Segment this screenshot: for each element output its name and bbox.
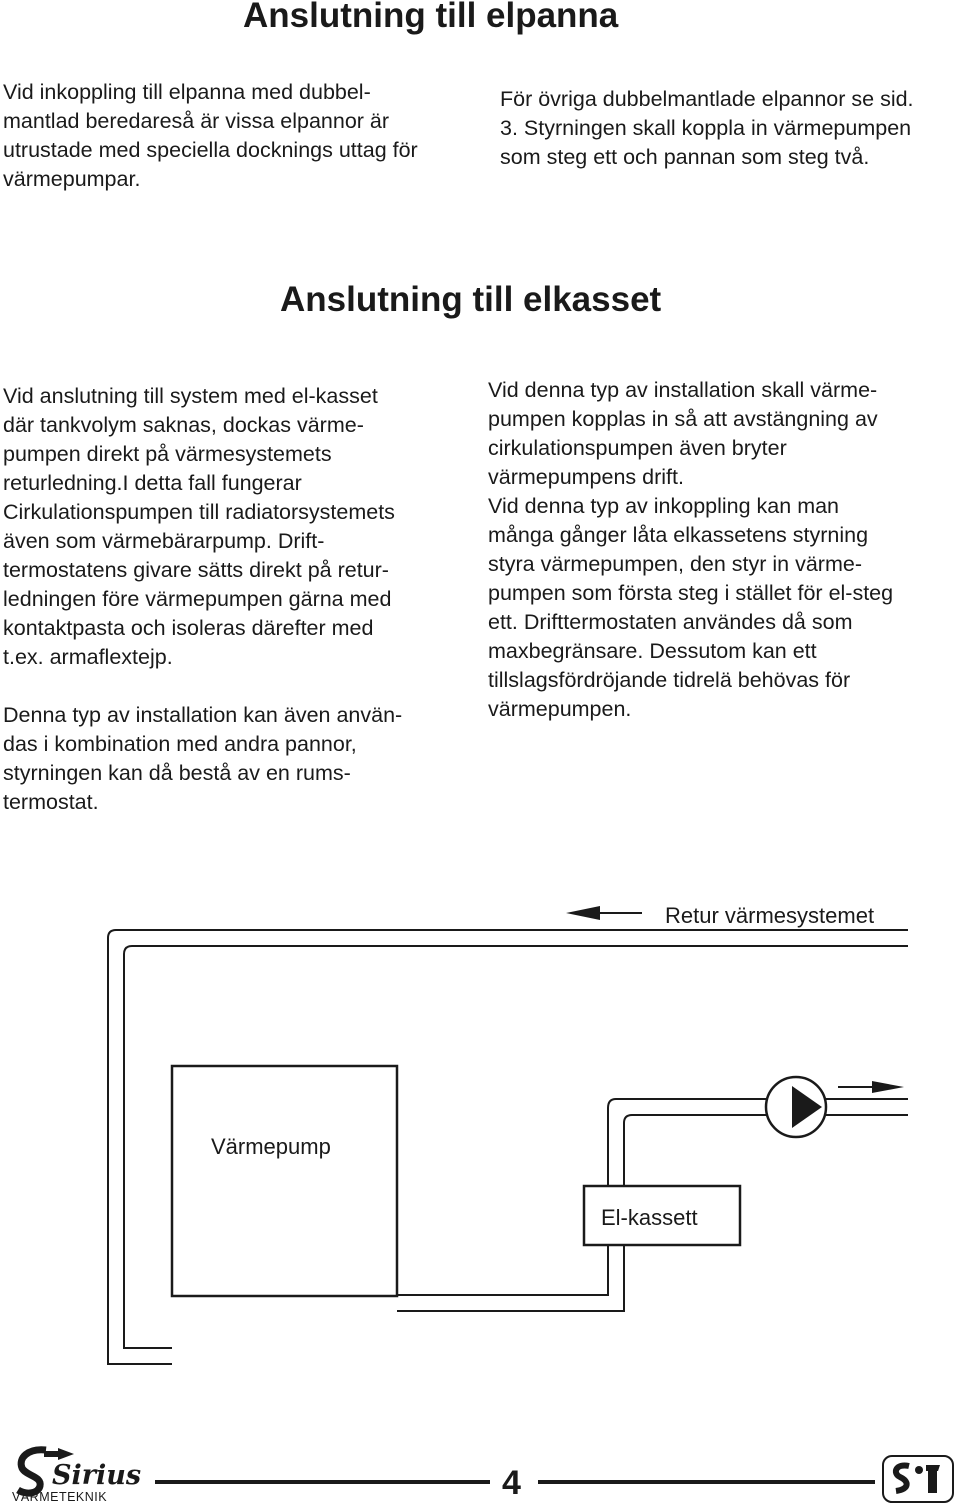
return-label: Retur värmesystemet [665,903,875,928]
circulation-pump-icon [766,1077,826,1137]
sirius-logo [12,1444,142,1504]
heatpump-box [172,1066,397,1296]
logo-name: Sirius [52,1460,142,1491]
elpanna-left-paragraph: Vid inkoppling till elpanna med dubbel- mantlad beredareså är vissa elpannor är utrustade med speciella docknings uttag för värmepumpar. [3,80,418,191]
logo-subtitle: VÄRMETEKNIK [12,1490,108,1504]
el-cassette-label: El-kassett [601,1205,698,1230]
elkasset-right-paragraph: Vid denna typ av installation skall värme- pumpen kopplas in så att avstängning av cirkulationspumpen även bryter värmepumpens drift. Vid denna typ av inkoppling kan man många gånger låta elkassetens styrning styra värmepumpen, den styr in värme- pumpen som första steg i stället för el-steg ett. Drifttermostaten användes då som maxbegränsare. Dessutom kan ett tillslagsfördröjande tidrelä behövas för värmepumpen. [488,378,894,721]
elkasset-left-paragraph-1: Vid anslutning till system med el-kasset där tankvolym saknas, dockas värme- pumpen direkt på värmesystemets returledning.I detta fall fungerar Cirkulationspumpen till radiatorsystemets även som värmebärarpump. Drift- termostatens givare sätts direkt på retur- ledningen före värmepumpen gärna med kontaktpasta och isoleras därefter med t.ex. armaflextejp. [3,384,395,669]
flow-arrow-right-icon [838,1081,904,1093]
elpanna-right-paragraph: För övriga dubbelmantlade elpannor se sid. 3. Styrningen skall koppla in värmepumpen som steg ett och pannan som steg två. [500,87,914,169]
si-logo-icon [882,1455,954,1503]
heatpump-label: Värmepump [211,1134,331,1159]
flow-arrow-left-icon [566,906,642,920]
page-number: 4 [502,1464,521,1502]
footer-rule-left [155,1480,490,1484]
section-title-elpanna: Anslutning till elpanna [243,0,619,35]
elkasset-left-paragraph-2: Denna typ av installation kan även använ- das i kombination med andra pannor, styrningen kan då bestå av en rums- termostat. [3,703,403,814]
section-title-elkasset: Anslutning till elkasset [280,280,662,319]
si-logo [882,1455,954,1503]
footer-rule-right [538,1480,875,1484]
